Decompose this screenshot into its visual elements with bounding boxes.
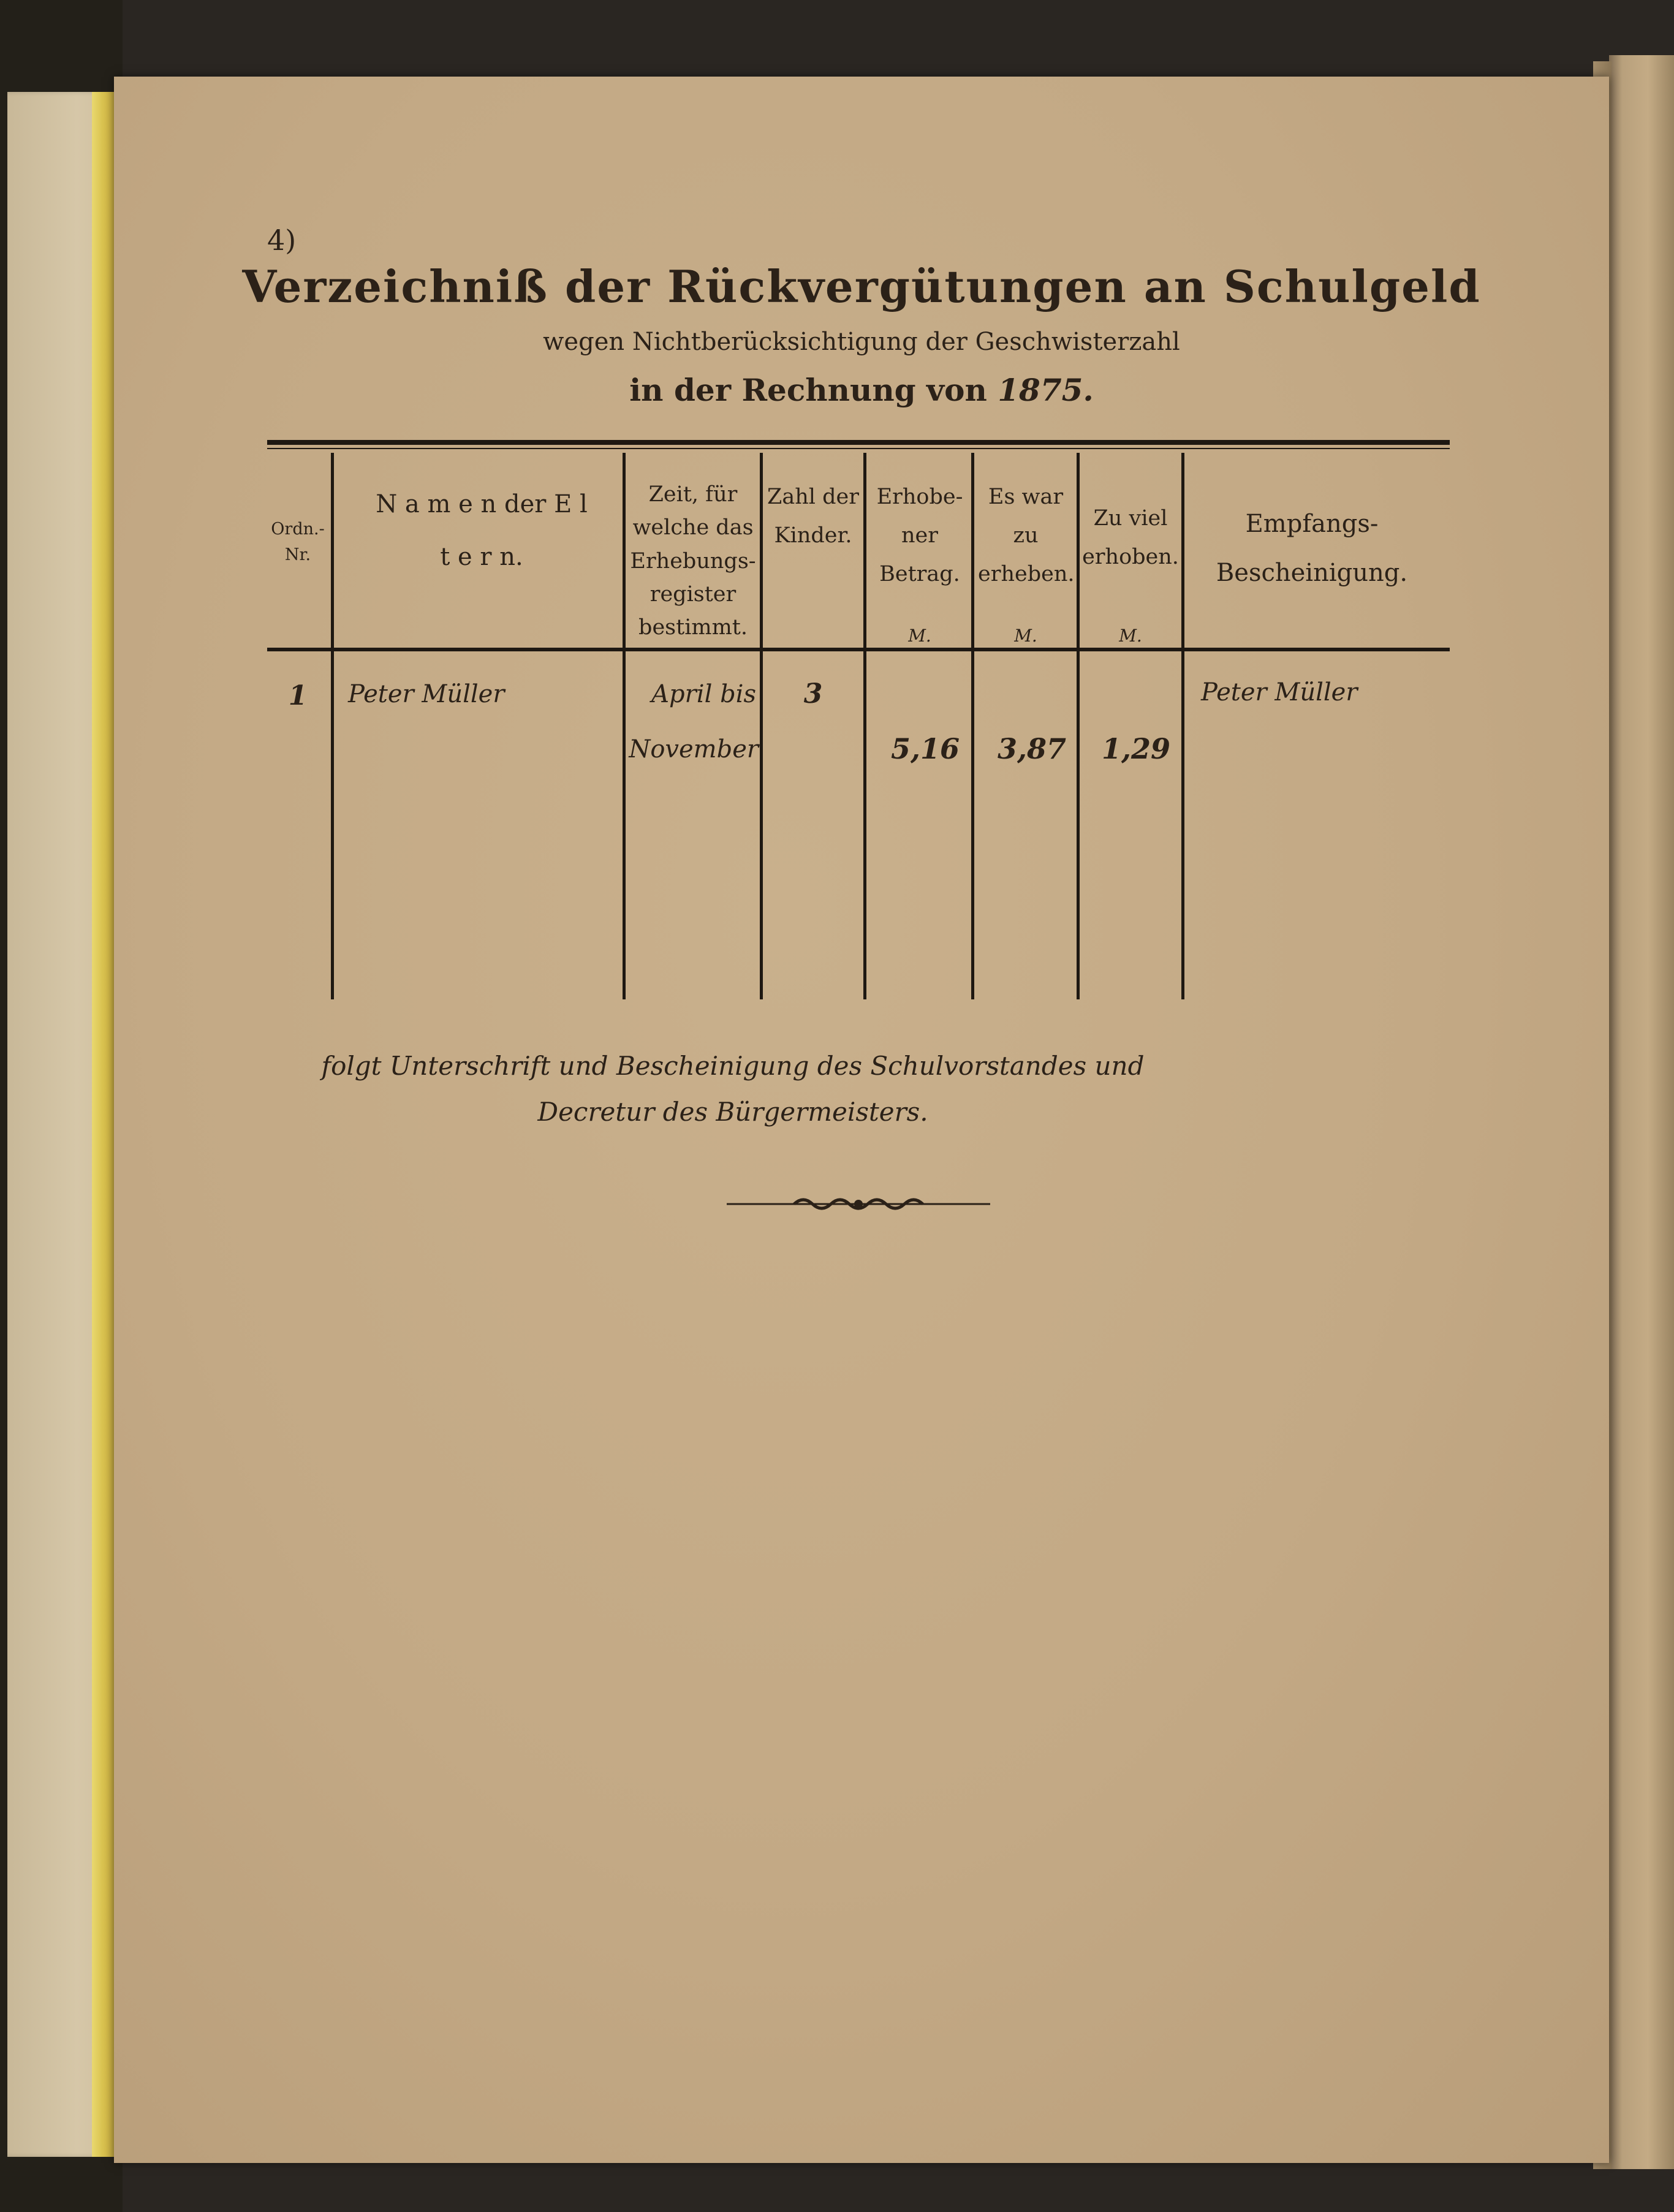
table-top-rule: [267, 440, 1450, 445]
row-kinder: 3: [803, 678, 823, 710]
row-zeit-start: April bis: [651, 680, 756, 708]
page-title: Verzeichniß der Rückvergütungen an Schulgeld: [242, 260, 1481, 312]
row-zu-viel: 1,29: [1101, 732, 1170, 765]
currency-unit: M.: [908, 626, 931, 646]
header-es-war-zu-erheben: Es war zu erheben.: [978, 485, 1075, 586]
header-ordn-nr: Ordn.-Nr.: [271, 520, 325, 564]
document-page: [114, 77, 1609, 2163]
column-divider: [1077, 453, 1080, 999]
row-name: Peter Müller: [348, 680, 505, 708]
column-divider: [331, 453, 334, 999]
currency-unit: M.: [1014, 626, 1037, 646]
column-divider: [971, 453, 974, 999]
header-zeit: Zeit, für welche das Erhebungs-register bestimmt.: [630, 482, 756, 640]
ornament-divider-icon: [727, 1195, 990, 1213]
accounting-year-prefix: in der Rechnung von: [629, 372, 987, 408]
header-zu-viel-erhoben: Zu viel erhoben.: [1082, 506, 1179, 569]
table-header-rule: [267, 648, 1450, 651]
page-number: 4): [267, 224, 297, 257]
header-namen-der-eltern: N a m e n der E l t e r n.: [376, 490, 588, 571]
row-zu-erheben: 3,87: [997, 732, 1066, 765]
row-zeit-end: November: [629, 735, 759, 763]
header-zahl-der-kinder: Zahl der Kinder.: [767, 485, 859, 548]
header-empfangs-bescheinigung: Empfangs-Bescheinigung.: [1216, 510, 1408, 587]
column-divider: [1181, 453, 1184, 999]
row-empfang: Peter Müller: [1201, 678, 1358, 706]
book-cover-right: [1609, 55, 1674, 2169]
row-ordn-nr: 1: [288, 680, 308, 711]
header-erhobener-betrag: Erhobe-ner Betrag.: [876, 485, 963, 586]
accounting-year: 1875.: [998, 372, 1094, 408]
column-divider: [623, 453, 626, 999]
currency-unit: M.: [1119, 626, 1142, 646]
accounting-year-line: [114, 372, 1609, 408]
column-divider: [760, 453, 763, 999]
row-erhoben: 5,16: [890, 732, 960, 765]
table-top-rule-thin: [267, 448, 1450, 449]
column-divider: [863, 453, 866, 999]
footer-line-1: folgt Unterschrift und Bescheinigung des Schulvorstandes und: [321, 1051, 1145, 1081]
footer-line-2: Decretur des Bürgermeisters.: [537, 1097, 928, 1127]
page-subtitle: wegen Nichtberücksichtigung der Geschwisterzahl: [543, 328, 1180, 356]
